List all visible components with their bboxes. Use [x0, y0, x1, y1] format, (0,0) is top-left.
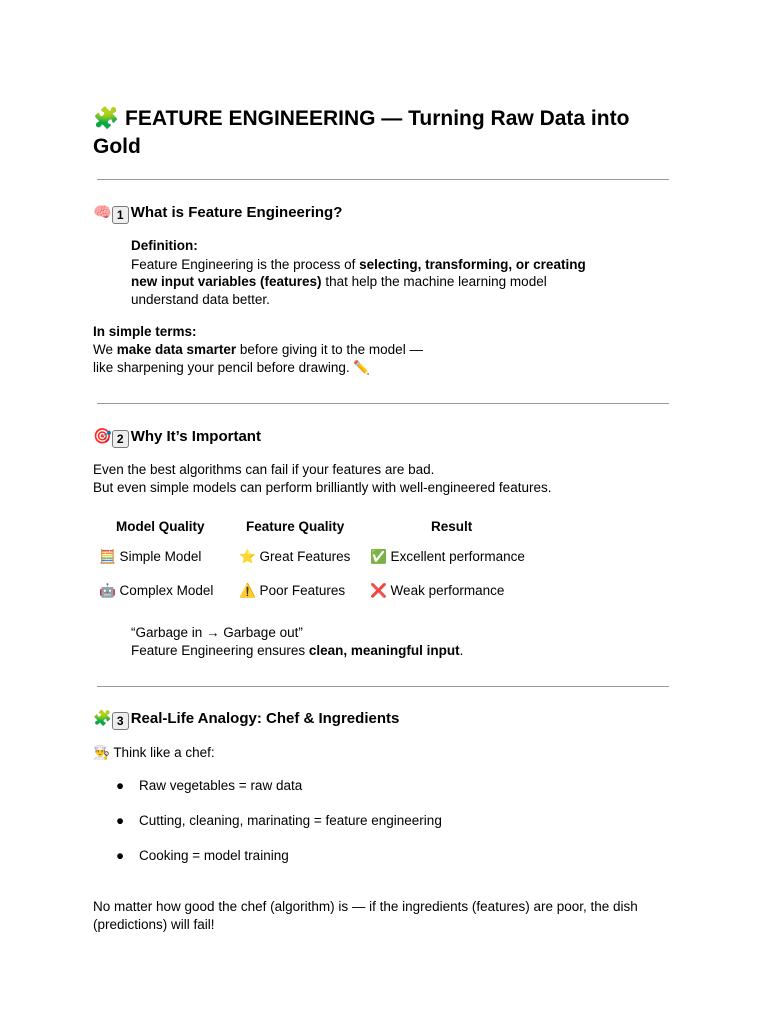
- garbage-quote: “Garbage in → Garbage out”: [131, 625, 303, 640]
- definition-label: Definition:: [131, 238, 198, 253]
- definition-line-1: [131, 256, 586, 274]
- list-item: Cutting, cleaning, marinating = feature engineering: [139, 813, 442, 828]
- page-title: [93, 105, 673, 161]
- ensures-line: [131, 642, 463, 660]
- table-cell: ✅ Excellent performance: [370, 549, 525, 564]
- simple-terms-label: In simple terms:: [93, 324, 197, 339]
- bullet-icon: ●: [116, 778, 125, 793]
- table-cell: ❌ Weak performance: [370, 583, 505, 598]
- section-2-heading: [93, 427, 261, 448]
- ensures-emphasis: clean, meaningful input: [308, 643, 460, 658]
- definition-text: that help the machine learning model: [321, 274, 547, 289]
- table-cell: 🤖 Complex Model: [99, 583, 214, 598]
- bullet-icon: ●: [116, 813, 125, 828]
- number-1-icon: 1: [112, 206, 129, 224]
- simple-text: before giving it to the model —: [236, 342, 423, 357]
- ensures-text: Feature Engineering ensures: [131, 643, 309, 658]
- number-2-icon: 2: [112, 430, 129, 448]
- closing-line-2: (predictions) will fail!: [93, 917, 215, 932]
- definition-line-3: understand data better.: [131, 292, 270, 307]
- definition-emphasis: selecting, transforming, or creating: [359, 257, 586, 272]
- closing-line-1: No matter how good the chef (algorithm) is — if the ingredients (features) are poor, the dish: [93, 899, 638, 914]
- simple-text: We: [93, 342, 117, 357]
- chef-intro: 👨‍🍳 Think like a chef:: [93, 745, 215, 760]
- section-1-heading: [93, 203, 342, 224]
- simple-terms-line-1: [93, 341, 423, 359]
- target-icon: 🎯: [93, 428, 112, 445]
- importance-line-2: But even simple models can perform brilliantly with well-engineered features.: [93, 480, 552, 495]
- table-cell: 🧮 Simple Model: [99, 549, 202, 564]
- ensures-text: .: [459, 643, 464, 658]
- divider: [97, 403, 669, 404]
- table-cell: ⚠️ Poor Features: [239, 583, 346, 598]
- table-header-model: Model Quality: [116, 519, 205, 534]
- divider: [97, 179, 669, 180]
- section-1-title: What is Feature Engineering?: [130, 204, 343, 221]
- brain-icon: 🧠: [93, 204, 112, 221]
- list-item: Cooking = model training: [139, 848, 289, 863]
- definition-line-2: [131, 273, 547, 291]
- importance-line-1: Even the best algorithms can fail if your features are bad.: [93, 462, 435, 477]
- section-3-heading: [93, 709, 399, 730]
- page-title-text: FEATURE ENGINEERING — Turning Raw Data into Gold: [93, 107, 630, 158]
- puzzle-icon: 🧩: [93, 107, 120, 130]
- number-3-icon: 3: [112, 712, 129, 730]
- table-header-result: Result: [431, 519, 473, 534]
- list-item: Raw vegetables = raw data: [139, 778, 303, 793]
- bullet-icon: ●: [116, 848, 125, 863]
- table-header-feature: Feature Quality: [246, 519, 345, 534]
- section-2-title: Why It’s Important: [130, 428, 261, 445]
- divider: [97, 686, 669, 687]
- definition-text: Feature Engineering is the process of: [131, 257, 360, 272]
- simple-emphasis: make data smarter: [116, 342, 237, 357]
- table-cell: ⭐ Great Features: [239, 549, 351, 564]
- simple-terms-line-2: like sharpening your pencil before drawing. ✏️: [93, 360, 371, 375]
- puzzle-icon: 🧩: [93, 710, 112, 727]
- definition-emphasis: new input variables (features): [131, 274, 322, 289]
- section-3-title: Real-Life Analogy: Chef & Ingredients: [130, 710, 400, 727]
